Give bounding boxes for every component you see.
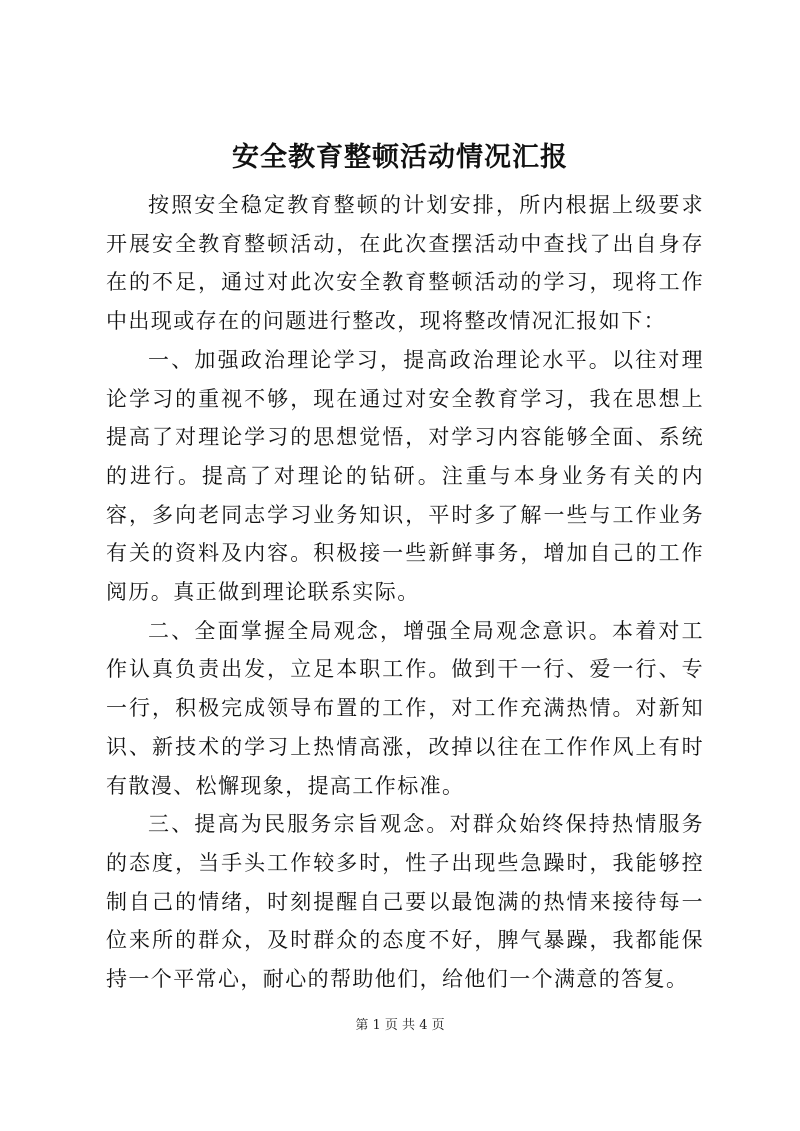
page-footer: 第 1 页 共 4 页 [355, 1018, 445, 1033]
paragraph-section-1: 一、加强政治理论学习，提高政治理论水平。以往对理论学习的重视不够，现在通过对安全教育学习，我在思想上提高了对理论学习的思想觉悟，对学习内容能够全面、系统的进行。提高了对理论的钻研。注重与本身业务有关的内容，多向老同志学习业务知识，平时多了解一些与工作业务有关的资料及内容。积极接一些新鲜事务，增加自己的工作阅历。真正做到理论联系实际。 [106, 347, 704, 605]
paragraph-intro: 按照安全稳定教育整顿的计划安排，所内根据上级要求开展安全教育整顿活动，在此次查摆活动中查找了出自身存在的不足，通过对此次安全教育整顿活动的学习，现将工作中出现或存在的问题进行整改，现将整改情况汇报如下： [106, 193, 704, 334]
document-title: 安全教育整顿活动情况汇报 [232, 142, 568, 173]
document-body [106, 186, 704, 999]
paragraph-section-2: 二、全面掌握全局观念，增强全局观念意识。本着对工作认真负责出发，立足本职工作。做到干一行、爱一行、专一行，积极完成领导布置的工作，对工作充满热情。对新知识、新技术的学习上热情高涨，改掉以往在工作作风上有时有散漫、松懈现象，提高工作标准。 [106, 618, 704, 798]
paragraph-section-3: 三、提高为民服务宗旨观念。对群众始终保持热情服务的态度，当手头工作较多时，性子出现些急躁时，我能够控制自己的情绪，时刻提醒自己要以最饱满的热情来接待每一位来所的群众，及时群众的态度不好，脾气暴躁，我都能保持一个平常心，耐心的帮助他们，给他们一个满意的答复。 [106, 812, 704, 992]
